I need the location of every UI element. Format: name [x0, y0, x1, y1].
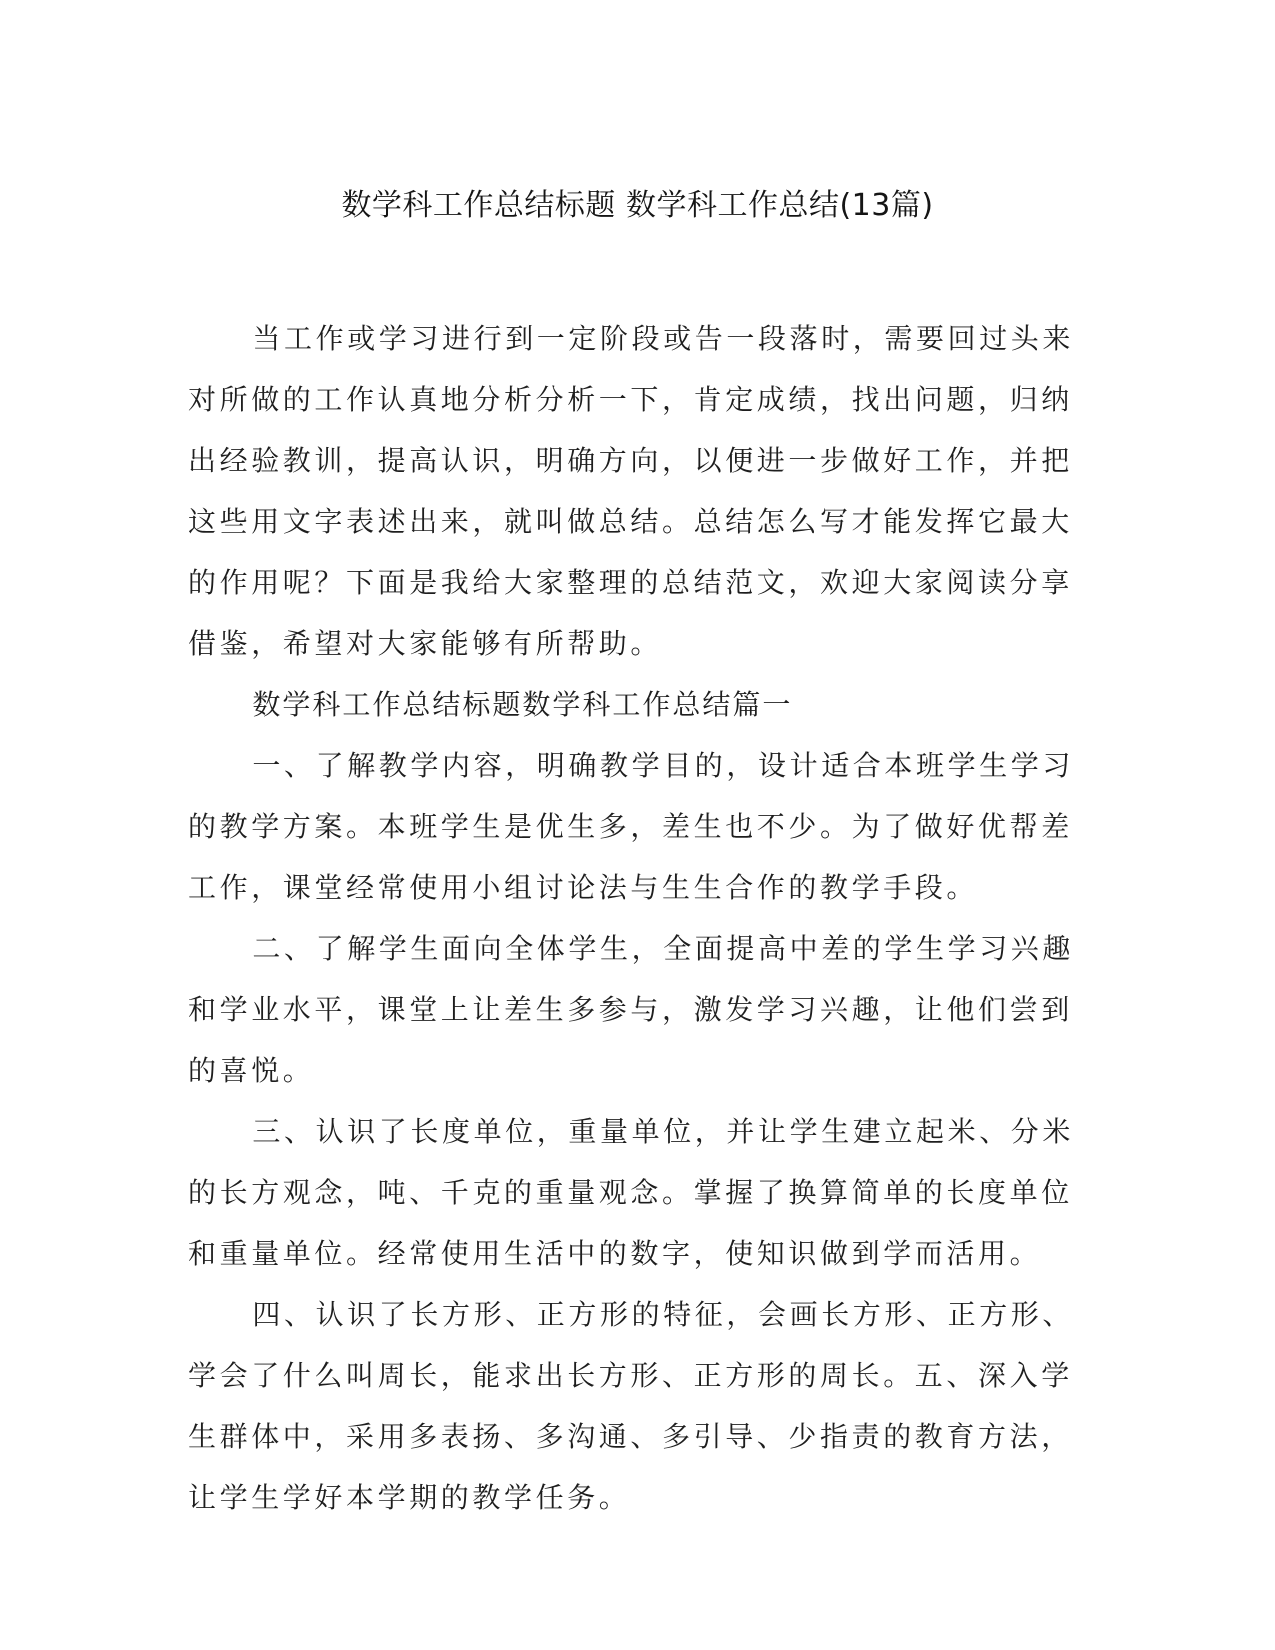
intro-paragraph: 当工作或学习进行到一定阶段或告一段落时，需要回过头来对所做的工作认真地分析分析一下，肯定成绩，找出问题，归纳出经验教训，提高认识，明确方向，以便进一步做好工作，并把这些用文字表述出来，就叫做总结。总结怎么写才能发挥它最大的作用呢？下面是我给大家整理的总结范文，欢迎大家阅读分享借鉴，希望对大家能够有所帮助。 — [188, 322, 1074, 660]
body-paragraph-4: 四、认识了长方形、正方形的特征，会画长方形、正方形、学会了什么叫周长，能求出长方形、正方形的周长。五、深入学生群体中，采用多表扬、多沟通、多引导、少指责的教育方法，让学生学好本学期的教学任务。 — [188, 1298, 1074, 1514]
body-paragraph-1: 一、了解教学内容，明确教学目的，设计适合本班学生学习的教学方案。本班学生是优生多，差生也不少。为了做好优帮差工作，课堂经常使用小组讨论法与生生合作的教学手段。 — [188, 749, 1074, 904]
document-title: 数学科工作总结标题 数学科工作总结(13篇) — [341, 188, 934, 223]
section-heading: 数学科工作总结标题数学科工作总结篇一 — [252, 688, 793, 721]
document-body — [188, 308, 1084, 1528]
body-paragraph-2: 二、了解学生面向全体学生，全面提高中差的学生学习兴趣和学业水平，课堂上让差生多参与，激发学习兴趣，让他们尝到的喜悦。 — [188, 932, 1074, 1087]
body-paragraph-3: 三、认识了长度单位，重量单位，并让学生建立起米、分米的长方观念，吨、千克的重量观念。掌握了换算简单的长度单位和重量单位。经常使用生活中的数字，使知识做到学而活用。 — [188, 1115, 1074, 1270]
